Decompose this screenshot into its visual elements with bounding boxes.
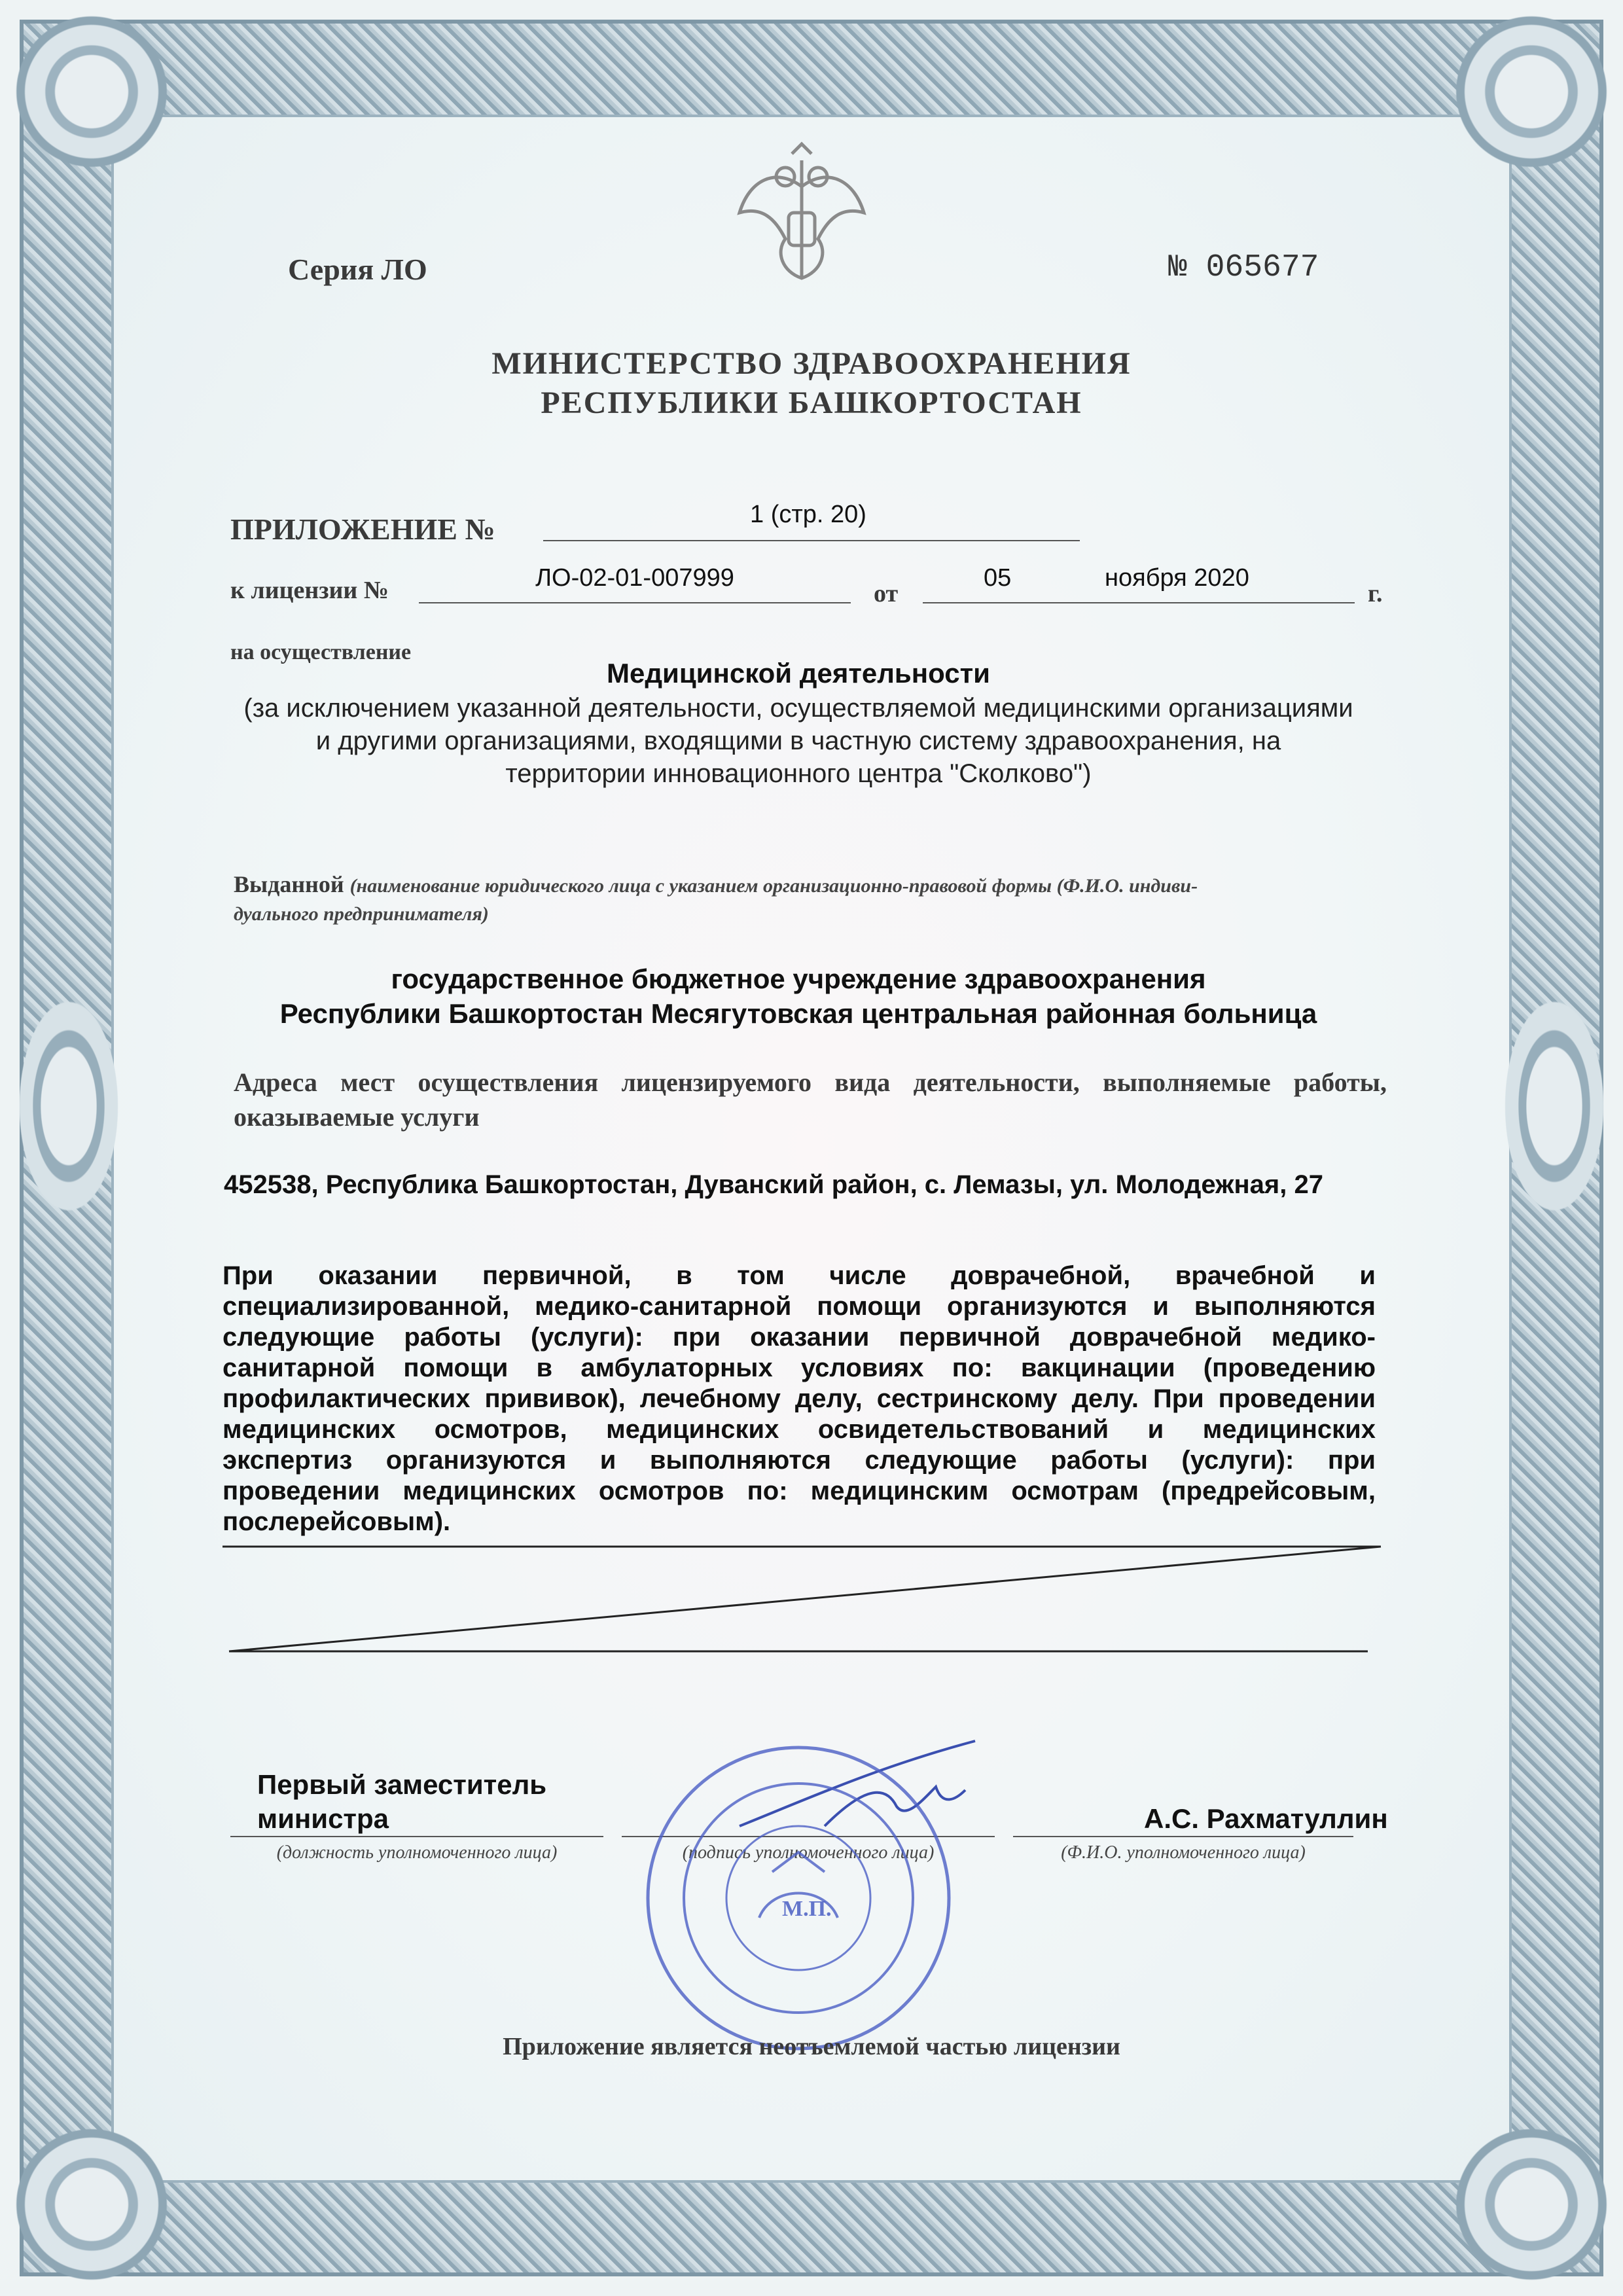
organization-name-line1: государственное бюджетное учреждение здравоохранения (391, 963, 1206, 994)
ministry-title-line2: РЕСПУБЛИКИ БАШКОРТОСТАН (541, 386, 1082, 420)
corner-ornament-icon (1446, 2119, 1616, 2289)
signer-position-line1: Первый заместитель (257, 1769, 547, 1800)
services-line: При оказании первичной, в том числе доврачебной, врачебной и (223, 1261, 1376, 1290)
position-underline (230, 1836, 603, 1837)
series-label: Серия ЛО (288, 253, 427, 286)
license-number: ЛО-02-01-007999 (535, 564, 734, 592)
services-line: проведении медицинских осмотров по: медицинским осмотрам (предрейсовым, (223, 1477, 1376, 1505)
coat-of-arms-icon (723, 141, 880, 298)
side-ornament-icon (1499, 988, 1610, 1224)
license-label: к лицензии № (230, 577, 389, 604)
appendix-number-underline (543, 540, 1080, 541)
services-line: экспертиз организуются и выполняются следующие работы (услуги): при (223, 1446, 1376, 1475)
ministry-title-line1: МИНИСТЕРСТВО ЗДРАВООХРАНЕНИЯ (491, 346, 1132, 381)
activity-title: Медицинской деятельности (607, 658, 990, 689)
name-underline (1013, 1836, 1353, 1837)
address-caption-line2: оказываемые услуги (234, 1102, 480, 1132)
signer-name: А.С. Рахматуллин (1144, 1803, 1388, 1834)
side-ornament-icon (13, 988, 124, 1224)
services-line: профилактических прививок), лечебному делу, сестринскому делу. При проведении (223, 1384, 1376, 1413)
position-caption: (должность уполномоченного лица) (276, 1842, 558, 1863)
form-number: № 065677 (1168, 250, 1319, 285)
year-suffix-label: г. (1368, 580, 1383, 607)
footer-note: Приложение является неотъемлемой частью лицензии (503, 2033, 1120, 2060)
issued-to-hint-line2: дуального предпринимателя) (234, 903, 489, 925)
services-line: специализированной, медико-санитарной помощи организуются и выполняются (223, 1292, 1376, 1321)
license-day: 05 (984, 564, 1012, 592)
signature-caption: (подпись уполномоченного лица) (682, 1842, 935, 1863)
name-caption: (Ф.И.О. уполномоченного лица) (1061, 1842, 1306, 1863)
appendix-number: 1 (стр. 20) (750, 501, 866, 528)
date-from-label: от (874, 580, 899, 607)
appendix-label: ПРИЛОЖЕНИЕ № (230, 512, 495, 546)
services-line: послерейсовым). (223, 1507, 451, 1536)
services-line: санитарной помощи в амбулаторных условиях по: вакцинации (проведению (223, 1354, 1376, 1382)
organization-name-line2: Республики Башкортостан Месягутовская центральная районная больница (279, 998, 1317, 1029)
issued-to-hint-line1: (наименование юридического лица с указанием организационно-правовой формы (Ф.И.О. индиви- (349, 875, 1198, 897)
activity-note-line2: и другими организациями, входящими в частную систему здравоохранения, на (315, 726, 1281, 755)
signer-position-line2: министра (257, 1803, 389, 1834)
blank-space-z-line (216, 1541, 1387, 1672)
license-month-year: ноября 2020 (1105, 564, 1249, 592)
activity-label: на осуществление (230, 640, 412, 664)
seal-mp-label: М.П. (782, 1897, 832, 1921)
corner-ornament-icon (7, 7, 177, 177)
address-value: 452538, Республика Башкортостан, Дуванский район, с. Лемазы, ул. Молодежная, 27 (224, 1170, 1323, 1199)
license-number-underline (419, 602, 851, 603)
corner-ornament-icon (1446, 7, 1616, 177)
issued-to-label: Выданной (234, 871, 344, 897)
corner-ornament-icon (7, 2119, 177, 2289)
services-line: медицинских осмотров, медицинских освидетельствований и медицинских (223, 1415, 1376, 1444)
services-line: следующие работы (услуги): при оказании первичной доврачебной медико- (223, 1323, 1376, 1352)
activity-note-line1: (за исключением указанной деятельности, осуществляемой медицинскими организациями (243, 694, 1353, 723)
activity-note-line3: территории инновационного центра "Сколково") (505, 759, 1092, 788)
address-caption-line1: Адреса мест осуществления лицензируемого вида деятельности, выполняемые работы, (234, 1067, 1387, 1097)
license-date-underline (923, 602, 1355, 603)
issued-to-caption-line1 (234, 870, 1198, 898)
